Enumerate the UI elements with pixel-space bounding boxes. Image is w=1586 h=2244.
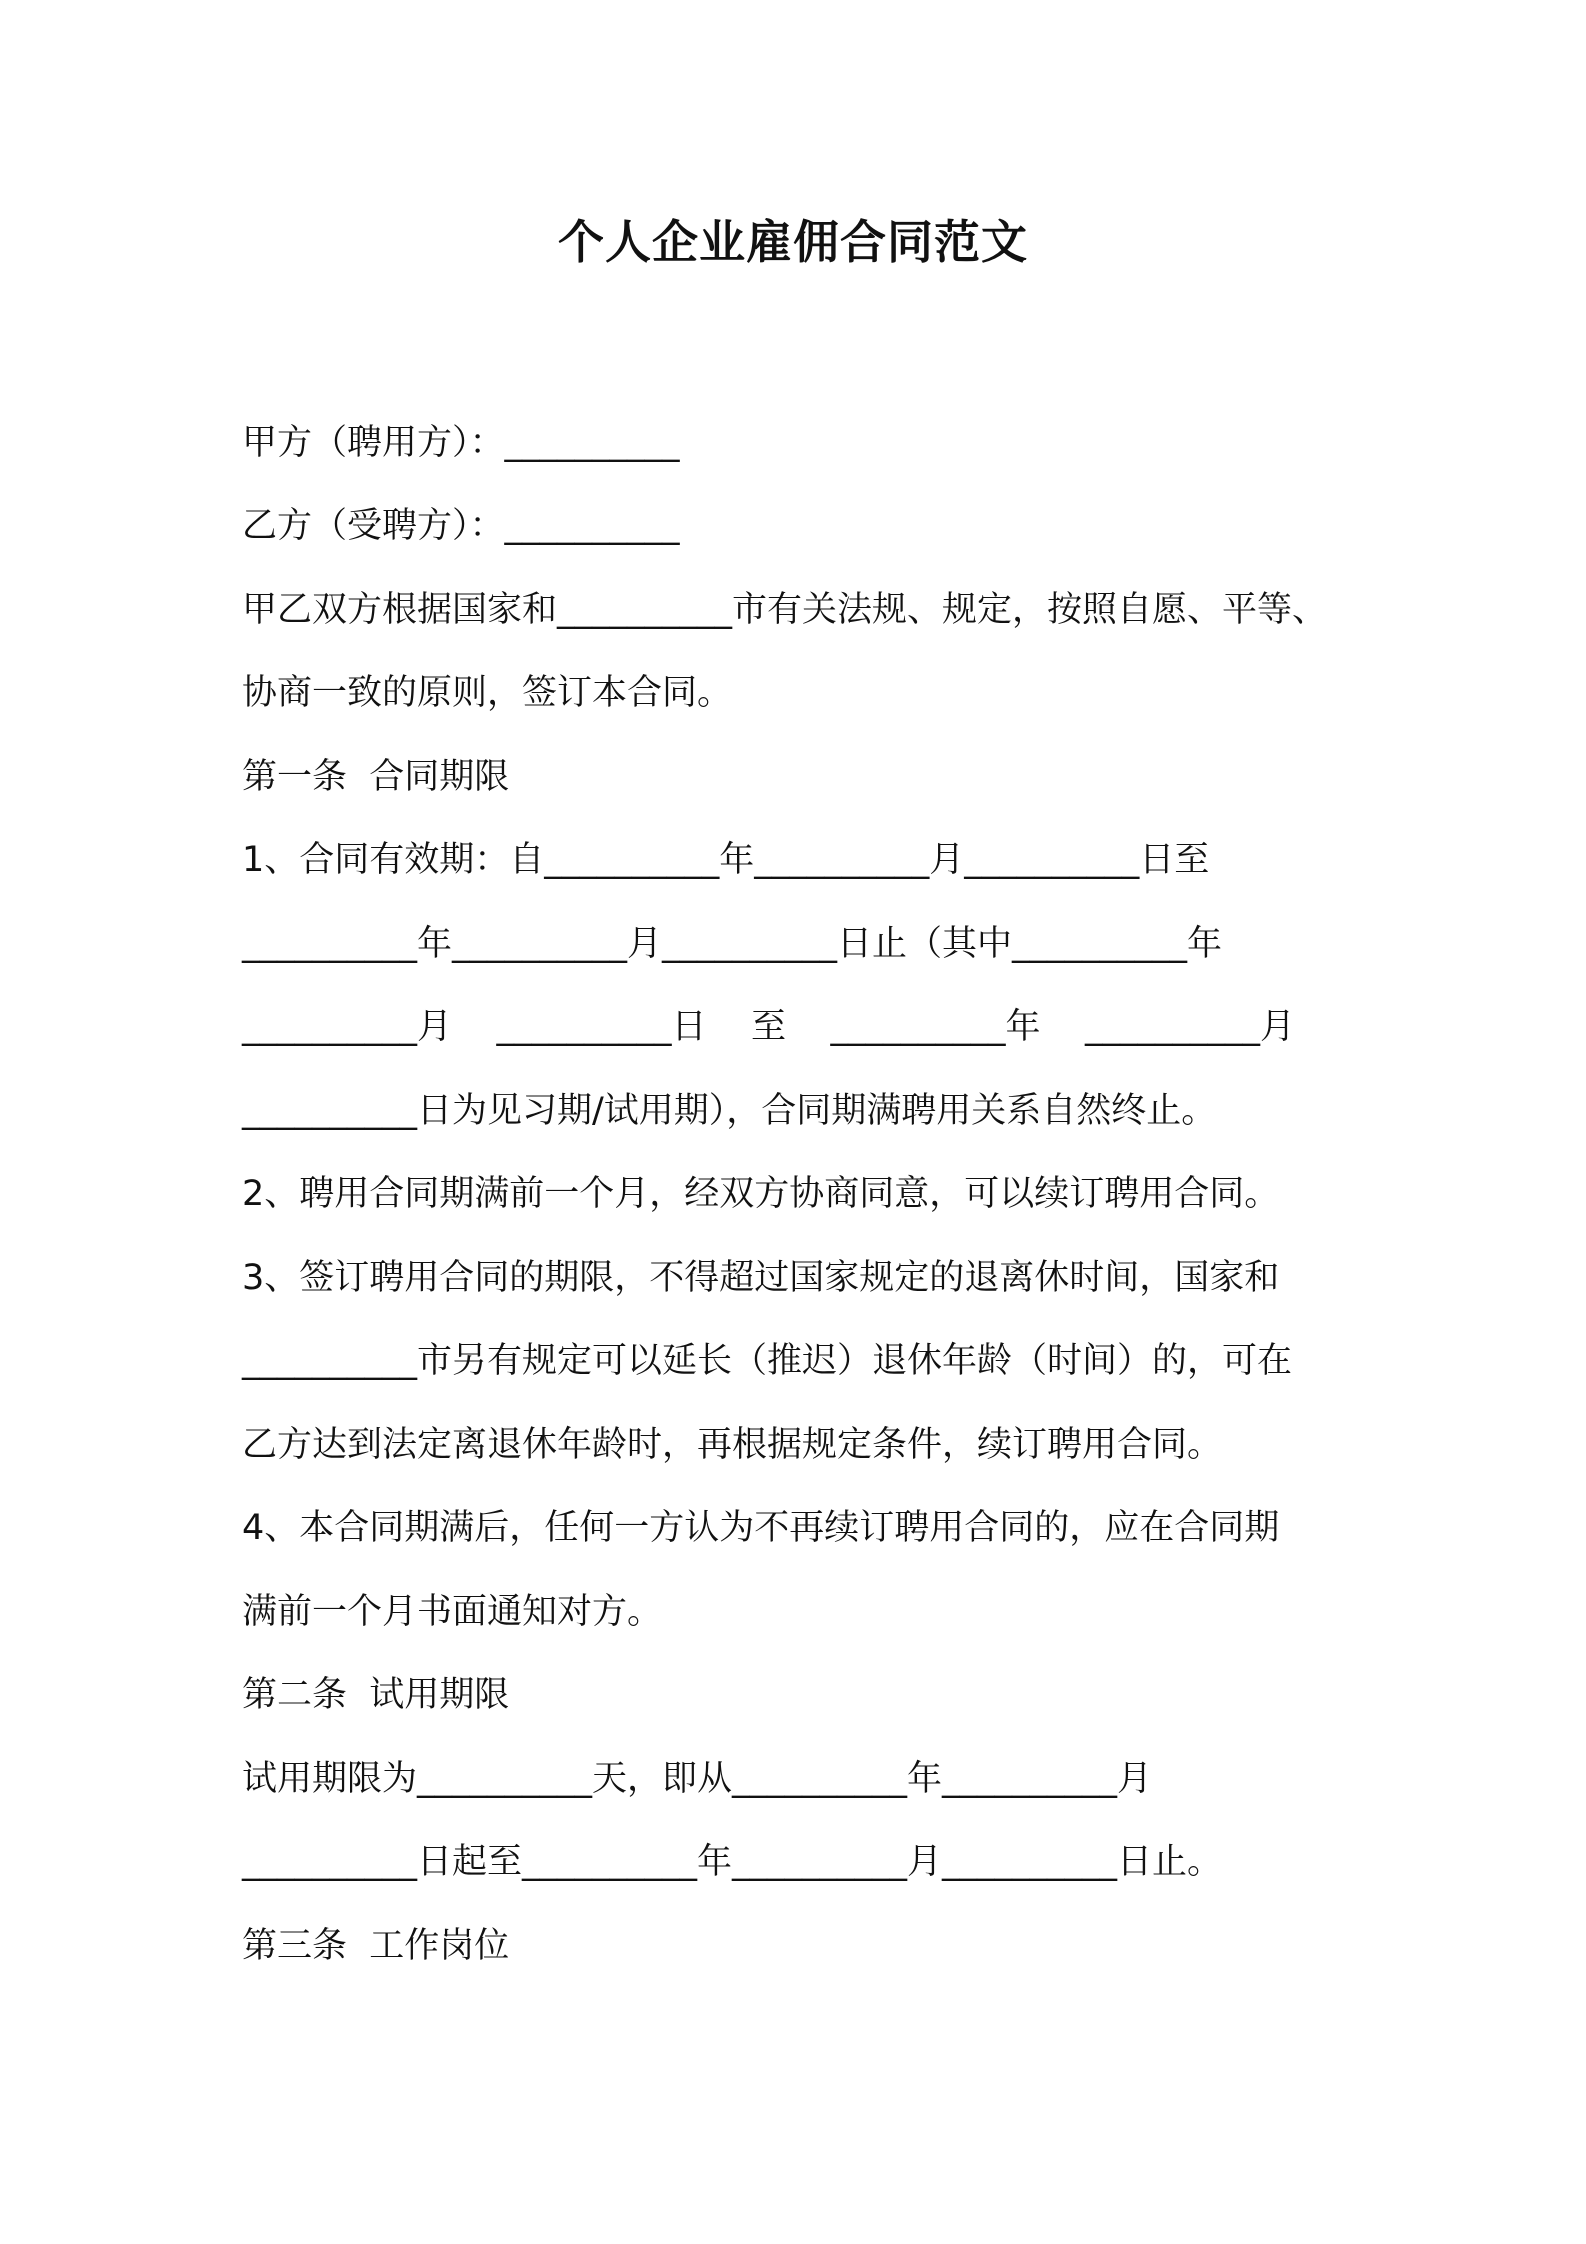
article-1-para-1-line-1: 1、合同有效期：自__________年__________月__________日至 [242, 840, 1210, 880]
article-1-para-1-line-2: __________年__________月__________日止（其中__________年 [242, 924, 1223, 964]
article-2-para-line-2: __________日起至__________年__________月__________日止。 [242, 1842, 1223, 1882]
preamble-line-1: 甲乙双方根据国家和__________市有关法规、规定，按照自愿、平等、 [242, 590, 1328, 630]
document-title: 个人企业雇佣合同范文 [558, 215, 1028, 269]
article-1-para-3-line-1: 3、签订聘用合同的期限，不得超过国家规定的退离休时间，国家和 [242, 1258, 1280, 1298]
article-2-heading: 第二条 试用期限 [242, 1675, 510, 1715]
article-1-heading: 第一条 合同期限 [242, 757, 510, 797]
party-a-line: 甲方（聘用方）：__________ [242, 423, 680, 463]
article-1-para-3-line-3: 乙方达到法定离退休年龄时，再根据规定条件，续订聘用合同。 [242, 1425, 1223, 1465]
preamble-line-2: 协商一致的原则，签订本合同。 [242, 673, 733, 713]
article-1-para-2: 2、聘用合同期满前一个月，经双方协商同意，可以续订聘用合同。 [242, 1174, 1280, 1214]
article-1-para-3-line-2: __________市另有规定可以延长（推迟）退休年龄（时间）的，可在 [242, 1341, 1293, 1381]
article-1-para-4-line-2: 满前一个月书面通知对方。 [242, 1592, 663, 1632]
article-3-heading: 第三条 工作岗位 [242, 1926, 510, 1966]
article-1-para-1-line-3: __________月 __________日 至 __________年 __________月 [242, 1007, 1296, 1047]
article-1-para-1-line-4: __________日为见习期/试用期），合同期满聘用关系自然终止。 [242, 1091, 1217, 1131]
article-2-para-line-1: 试用期限为__________天，即从__________年__________月 [242, 1759, 1153, 1799]
party-b-line: 乙方（受聘方）：__________ [242, 506, 680, 546]
article-1-para-4-line-1: 4、本合同期满后，任何一方认为不再续订聘用合同的，应在合同期 [242, 1508, 1280, 1548]
